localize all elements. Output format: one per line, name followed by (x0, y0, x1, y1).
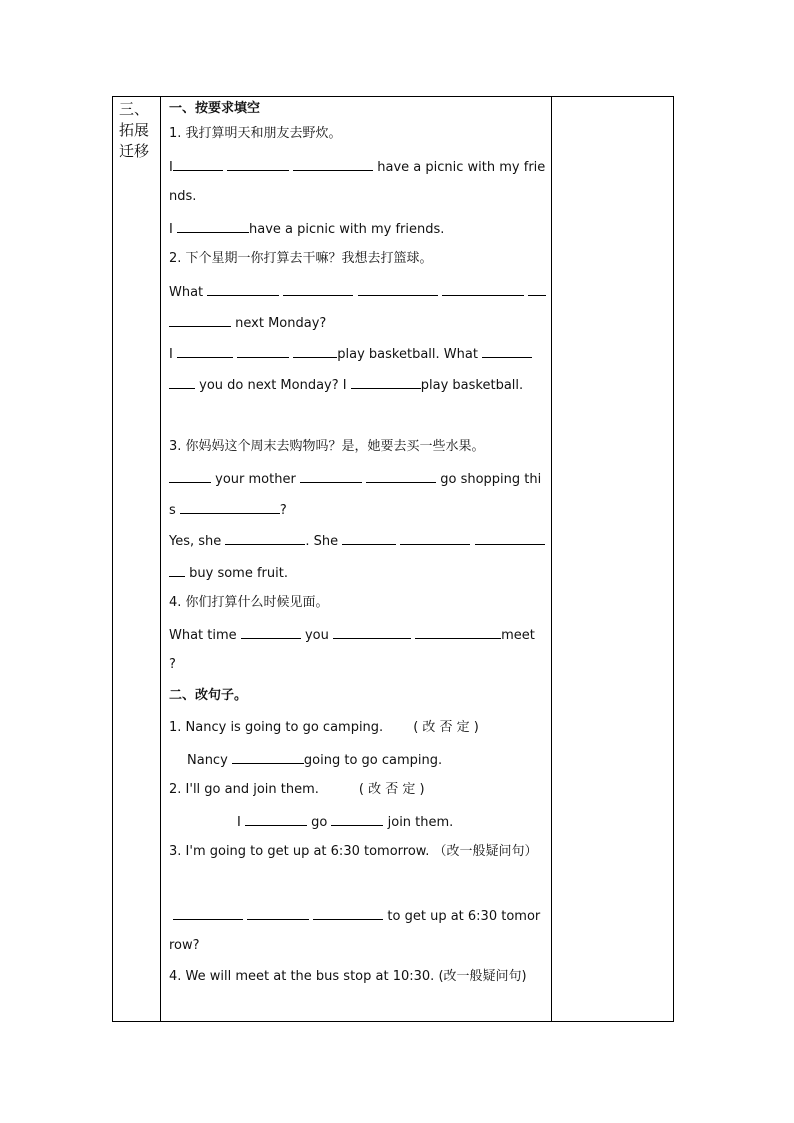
q4-chinese: 4. 你们打算什么时候见面。 (169, 595, 329, 610)
section-label: 三、拓展迁移 (119, 100, 150, 160)
q1-line2: nds. (169, 189, 197, 204)
worksheet-table (112, 96, 674, 1022)
q2-line4: you do next Monday? I play basketball. (169, 375, 523, 395)
q2-chinese: 2. 下个星期一你打算去干嘛？我想去打篮球。 (169, 251, 433, 266)
q3-chinese: 3. 你妈妈这个周末去购物吗？是，她要去买一些水果。 (169, 439, 485, 454)
q1-line3: I have a picnic with my friends. (169, 219, 444, 239)
p2-q2-question: 2. I'll go and join them. ( 改 否 定 ) (169, 782, 425, 797)
q2-line2: next Monday? (169, 313, 326, 333)
p2-q3-answer-line2: row? (169, 938, 200, 953)
p2-q1-answer: Nancy going to go camping. (187, 750, 442, 770)
q2-line3: I play basketball. What (169, 344, 532, 364)
p2-q4-question: 4. We will meet at the bus stop at 10:30. (改一般疑问句) (169, 969, 527, 984)
q3-line3: Yes, she . She (169, 531, 545, 551)
q2-line1: What (169, 282, 546, 302)
q4-line1: What time you meet (169, 625, 535, 645)
q4-line2: ? (169, 657, 176, 672)
column-divider (160, 97, 161, 1021)
part1-heading: 一、按要求填空 (169, 101, 261, 116)
p2-q3-answer: to get up at 6:30 tomor (173, 906, 540, 926)
q1-line1: I have a picnic with my frie (169, 157, 545, 177)
p2-q1-question: 1. Nancy is going to go camping. ( 改 否 定 ) (169, 720, 479, 735)
part2-heading: 二、改句子。 (169, 688, 248, 703)
p2-q3-question: 3. I'm going to get up at 6:30 tomorrow. （改一般疑问句） (169, 844, 538, 859)
column-divider (551, 97, 552, 1021)
p2-q2-answer: I go join them. (237, 812, 453, 832)
q3-line4: buy some fruit. (169, 563, 288, 583)
q3-line2: s ? (169, 500, 287, 520)
q1-chinese: 1. 我打算明天和朋友去野炊。 (169, 126, 342, 141)
q3-line1: your mother go shopping thi (169, 469, 541, 489)
